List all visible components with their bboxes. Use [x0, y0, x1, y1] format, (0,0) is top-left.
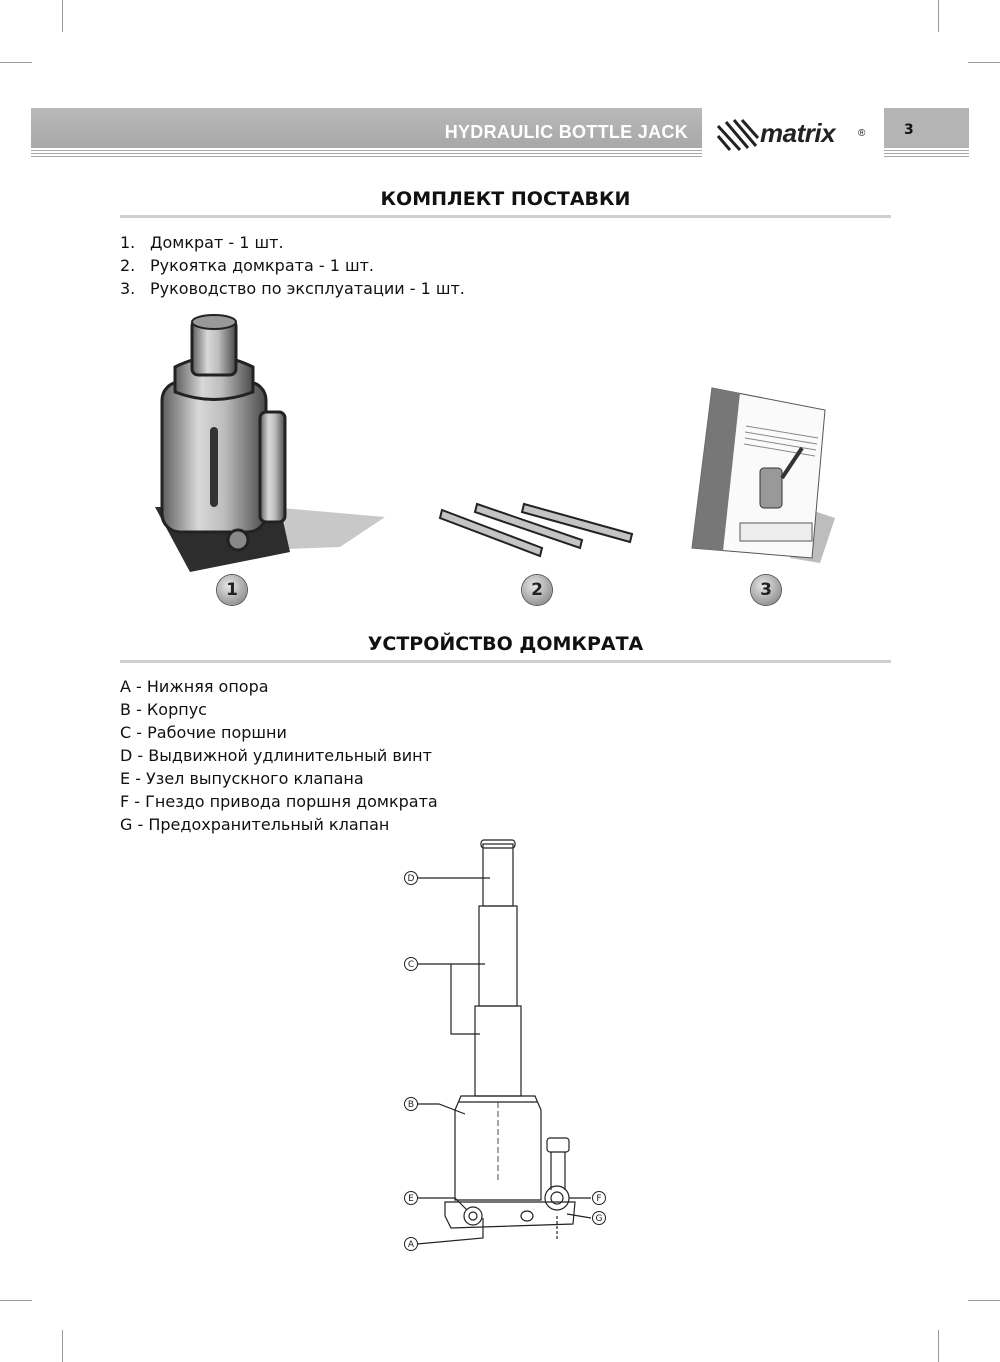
- part-text: - Выдвижной удлинительный винт: [132, 746, 432, 765]
- item-badge-2: 2: [522, 575, 552, 605]
- header-stripes: [31, 150, 702, 159]
- part-item: [120, 744, 438, 767]
- page-number-box: [884, 108, 969, 148]
- part-letter: E: [120, 769, 131, 788]
- part-letter: G: [120, 815, 133, 834]
- diagram-label-f: F: [596, 1194, 602, 1204]
- page-stripes: [884, 150, 969, 159]
- part-letter: B: [120, 700, 131, 719]
- part-letter: C: [120, 723, 132, 742]
- section-rule: [120, 660, 891, 663]
- part-item: [120, 675, 438, 698]
- part-text: - Рабочие поршни: [131, 723, 287, 742]
- crop-mark: [938, 0, 939, 32]
- part-item: [120, 698, 438, 721]
- section-title-device: УСТРОЙСТВО ДОМКРАТА: [367, 633, 644, 655]
- item-badge-1: 1: [217, 575, 247, 605]
- list-item: [120, 231, 465, 254]
- section-title-kit: КОМПЛЕКТ ПОСТАВКИ: [380, 188, 631, 210]
- page-number: 3: [904, 122, 914, 138]
- jack-illustration: [150, 312, 390, 582]
- list-item-text: Рукоятка домкрата - 1 шт.: [150, 256, 374, 275]
- diagram-label-g: G: [595, 1214, 603, 1224]
- logo-mark-icon: [716, 118, 760, 152]
- manual-illustration: [690, 388, 840, 568]
- item-badge-3: 3: [751, 575, 781, 605]
- part-item: [120, 767, 438, 790]
- crop-mark: [968, 1300, 1000, 1301]
- section-rule: [120, 215, 891, 218]
- diagram-label-d: D: [407, 874, 415, 884]
- part-item: [120, 813, 438, 836]
- part-text: - Узел выпускного клапана: [130, 769, 364, 788]
- part-text: - Корпус: [130, 700, 207, 719]
- list-item-text: Руководство по эксплуатации - 1 шт.: [150, 279, 465, 298]
- part-text: - Нижняя опора: [130, 677, 269, 696]
- crop-mark: [62, 0, 63, 32]
- crop-mark: [968, 62, 1000, 63]
- diagram-label-e: E: [408, 1194, 414, 1204]
- crop-mark: [0, 1300, 32, 1301]
- jack-diagram: [395, 840, 635, 1260]
- part-item: [120, 790, 438, 813]
- kit-list: [120, 231, 465, 300]
- list-item-number: 3.: [120, 279, 136, 298]
- diagram-label-a: A: [407, 1240, 415, 1250]
- list-item-number: 2.: [120, 256, 136, 275]
- part-item: [120, 721, 438, 744]
- handle-illustration: [432, 498, 652, 568]
- parts-list: [120, 675, 438, 836]
- crop-mark: [938, 1330, 939, 1362]
- brand-name: matrix: [760, 118, 836, 148]
- diagram-label-c: C: [407, 960, 415, 970]
- diagram-label-b: B: [407, 1100, 415, 1110]
- part-letter: A: [120, 677, 131, 696]
- header-bar: [31, 108, 702, 148]
- list-item-number: 1.: [120, 233, 136, 252]
- header-title: HYDRAULIC BOTTLE JACK: [444, 122, 688, 142]
- part-text: - Гнездо привода поршня домкрата: [129, 792, 438, 811]
- registered-mark: ®: [858, 128, 866, 139]
- part-letter: D: [120, 746, 133, 765]
- part-text: - Предохранительный клапан: [132, 815, 390, 834]
- list-item-text: Домкрат - 1 шт.: [150, 233, 284, 252]
- list-item: [120, 254, 465, 277]
- list-item: [120, 277, 465, 300]
- crop-mark: [0, 62, 32, 63]
- crop-mark: [62, 1330, 63, 1362]
- part-letter: F: [120, 792, 130, 811]
- brand-logo: [716, 118, 876, 158]
